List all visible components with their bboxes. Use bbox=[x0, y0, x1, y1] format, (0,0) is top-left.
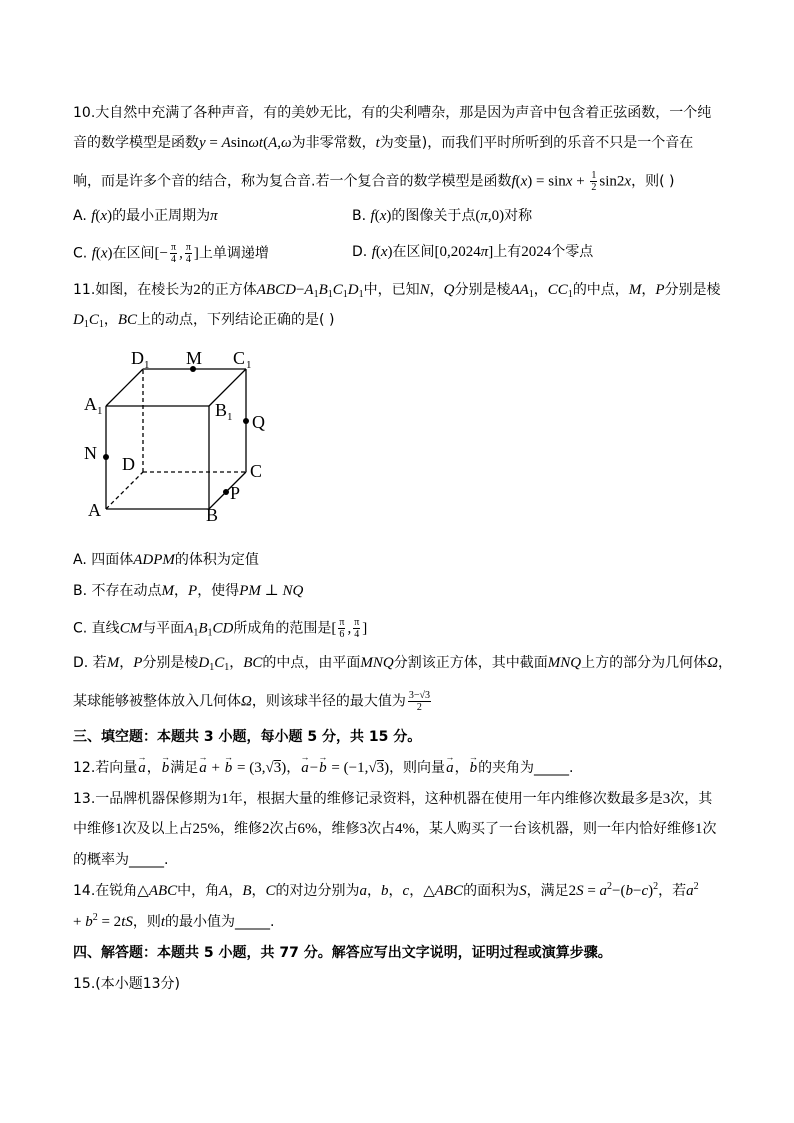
math-symbol: [0,2024 bbox=[434, 244, 481, 260]
subscript: 1 bbox=[193, 627, 199, 639]
q13-stem-line-3 bbox=[73, 850, 168, 870]
math-variable: A bbox=[268, 135, 278, 151]
math-symbol: ( bbox=[515, 173, 521, 190]
q12-stem-line-1 bbox=[73, 758, 574, 778]
fraction bbox=[185, 242, 192, 265]
math-variable: Ω bbox=[707, 655, 718, 671]
subscript: 1 bbox=[528, 289, 534, 300]
vertex-label-B1: B bbox=[215, 400, 228, 420]
math-variable: S bbox=[576, 883, 584, 899]
q11-option-c bbox=[73, 617, 367, 640]
math-variable: NQ bbox=[282, 583, 304, 599]
point-label-P: P bbox=[230, 483, 241, 503]
text-run: 音的数学模型是函数 bbox=[73, 135, 199, 151]
math-symbol: sin2 bbox=[599, 173, 625, 190]
text-run: 满足 bbox=[170, 760, 199, 776]
text-run: 中，已知 bbox=[363, 282, 420, 298]
point-N-dot bbox=[103, 454, 109, 460]
math-variable: C bbox=[332, 282, 343, 298]
math-variable: x bbox=[520, 173, 528, 190]
fraction-denominator: 6 bbox=[339, 629, 345, 640]
text-run: ， bbox=[533, 282, 548, 298]
vertex-label-A1: A bbox=[84, 394, 97, 414]
q10-option-b bbox=[352, 206, 532, 226]
math-variable: b bbox=[85, 914, 93, 930]
math-symbol: ] bbox=[488, 244, 494, 260]
math-variable: ABC bbox=[148, 883, 178, 899]
subscript: 1 bbox=[313, 289, 319, 300]
text-run: 15.(本小题13分) bbox=[73, 976, 181, 992]
math-variable: S bbox=[519, 883, 527, 899]
math-variable: ABC bbox=[434, 883, 464, 899]
cube-edges bbox=[106, 369, 246, 509]
text-run: ， bbox=[174, 583, 189, 599]
vector-symbol: a → bbox=[300, 760, 310, 776]
text-run: 中维修 bbox=[73, 821, 115, 837]
text-run: 次占 bbox=[367, 821, 395, 837]
math-symbol: 1 bbox=[695, 821, 703, 837]
radicand: 3 bbox=[376, 760, 385, 776]
text-run: 为非零常数， bbox=[291, 135, 376, 151]
vector-symbol: a → bbox=[198, 760, 208, 776]
math-variable: x bbox=[379, 208, 387, 224]
math-variable: f bbox=[511, 173, 516, 190]
subscript: 1 bbox=[327, 289, 333, 300]
math-symbol: ⊥ bbox=[260, 583, 283, 599]
math-symbol: − bbox=[295, 282, 305, 298]
math-symbol: , bbox=[277, 135, 282, 151]
q10-stem-line-2 bbox=[73, 133, 693, 153]
fraction bbox=[353, 617, 360, 640]
text-run: ， bbox=[388, 883, 403, 899]
fraction-denominator: 4 bbox=[354, 629, 360, 640]
vertex-label-C: C bbox=[250, 461, 263, 481]
math-variable: B bbox=[318, 282, 328, 298]
text-run: 在区间 bbox=[112, 245, 155, 262]
math-symbol: = (3, bbox=[233, 760, 266, 776]
vertex-label-D1-subscript: 1 bbox=[144, 359, 150, 371]
text-run: 与平面 bbox=[142, 620, 185, 637]
math-symbol: ( bbox=[95, 245, 101, 262]
point-label-Q: Q bbox=[252, 412, 265, 432]
q10-option-d bbox=[352, 242, 593, 262]
cube-figure bbox=[80, 340, 280, 530]
math-symbol: 1 bbox=[221, 791, 229, 807]
math-symbol: ) bbox=[384, 760, 390, 776]
text-run: 分别是棱 bbox=[664, 282, 721, 298]
math-variable: N bbox=[419, 282, 430, 298]
math-variable: A bbox=[184, 620, 194, 637]
subscript: 1 bbox=[98, 319, 104, 330]
math-variable: c bbox=[641, 883, 649, 899]
fraction-numerator: 3−√3 bbox=[408, 690, 430, 701]
text-run: 13.一品牌机器保修期为 bbox=[73, 791, 222, 807]
math-variable: B bbox=[242, 883, 252, 899]
fraction bbox=[590, 170, 597, 193]
q11-stem-line-2 bbox=[73, 310, 334, 330]
vector-symbol: b → bbox=[469, 760, 479, 776]
q13-stem-line-2 bbox=[73, 819, 717, 839]
math-variable: x bbox=[100, 245, 108, 262]
math-symbol: , bbox=[179, 245, 183, 262]
q11-stem-line-1 bbox=[73, 280, 720, 300]
math-variable: ADPM bbox=[133, 552, 175, 568]
math-symbol: − bbox=[309, 760, 319, 776]
text-run: ，某人购买了一台该机器，则一年内恰好维修 bbox=[415, 821, 695, 837]
math-variable: M bbox=[628, 282, 642, 298]
text-run: ，则该球半径的最大值为 bbox=[251, 693, 406, 710]
point-P-dot bbox=[223, 489, 229, 495]
superscript: 2 bbox=[607, 881, 613, 892]
vertex-label-B: B bbox=[206, 505, 219, 525]
math-variable: D bbox=[198, 655, 210, 671]
q11-option-d-line-1 bbox=[73, 653, 732, 673]
text-run: 在区间 bbox=[392, 244, 435, 260]
text-run: 的图像关于点 bbox=[391, 208, 476, 224]
math-variable: AA bbox=[510, 282, 529, 298]
q11-option-d-line-2 bbox=[73, 690, 433, 713]
math-symbol: 2024 bbox=[521, 244, 552, 260]
math-variable: B bbox=[198, 620, 208, 637]
text-run: ，维修 bbox=[220, 821, 262, 837]
text-run: 的正方体 bbox=[200, 282, 257, 298]
math-symbol: 4% bbox=[395, 821, 415, 837]
math-variable: BC bbox=[117, 312, 138, 328]
text-run: 11.如图，在棱长为 bbox=[73, 282, 194, 298]
fraction-numerator: π bbox=[171, 242, 177, 253]
text-run: ， bbox=[641, 282, 656, 298]
math-symbol: [ bbox=[331, 620, 337, 637]
fraction bbox=[170, 242, 177, 265]
vector-symbol: a → bbox=[445, 760, 455, 776]
text-run: 的体积为定值 bbox=[174, 552, 259, 568]
q10-stem-line-1 bbox=[73, 103, 711, 123]
math-variable: t bbox=[375, 135, 380, 151]
text-run: ， bbox=[103, 312, 118, 328]
math-variable: ABCD bbox=[256, 282, 296, 298]
vertex-label-D: D bbox=[122, 454, 135, 474]
math-variable: D bbox=[347, 282, 359, 298]
math-variable: tS bbox=[121, 914, 133, 930]
math-symbol: 2 bbox=[193, 282, 201, 298]
vertex-label-B1-subscript: 1 bbox=[227, 411, 233, 423]
math-symbol: ( bbox=[263, 135, 269, 151]
text-run: 个零点 bbox=[551, 244, 594, 260]
math-variable: a bbox=[359, 883, 368, 899]
vertex-label-C1-subscript: 1 bbox=[246, 359, 252, 371]
text-run: ， bbox=[717, 655, 732, 671]
math-symbol: 3 bbox=[662, 791, 671, 807]
text-run: ， bbox=[251, 883, 266, 899]
math-symbol: [− bbox=[154, 245, 168, 262]
superscript: 2 bbox=[92, 912, 98, 923]
math-variable: ω bbox=[281, 135, 292, 151]
math-variable: b bbox=[381, 883, 389, 899]
radicand: 3 bbox=[273, 760, 282, 776]
math-variable: a bbox=[599, 883, 608, 899]
math-symbol: ] bbox=[362, 620, 368, 637]
text-run: ， bbox=[367, 883, 382, 899]
text-run: 的对边分别为 bbox=[275, 883, 360, 899]
text-run: 的面积为 bbox=[463, 883, 520, 899]
text-run: 分别是棱 bbox=[142, 655, 199, 671]
text-run: 的中点，由平面 bbox=[262, 655, 361, 671]
fraction-numerator: π bbox=[339, 617, 345, 628]
text-run: ，则( ) bbox=[631, 173, 675, 190]
text-run: ，使得 bbox=[197, 583, 240, 599]
text-run: ，维修 bbox=[317, 821, 360, 837]
point-label-N: N bbox=[84, 443, 97, 463]
math-symbol: ] bbox=[193, 245, 199, 262]
text-run: 的最小正周期为 bbox=[112, 208, 211, 224]
text-run: 的中点， bbox=[572, 282, 629, 298]
math-symbol: ( bbox=[374, 208, 380, 224]
vector-symbol: b → bbox=[224, 760, 234, 776]
text-run: ， bbox=[286, 760, 301, 776]
math-symbol: √ bbox=[265, 760, 274, 776]
q15-stem-line-1 bbox=[73, 974, 180, 994]
q10-option-a bbox=[73, 206, 218, 226]
text-run: C. bbox=[73, 245, 92, 262]
fraction-numerator: π bbox=[354, 617, 360, 628]
math-variable: MNQ bbox=[360, 655, 394, 671]
text-run: ， bbox=[146, 760, 161, 776]
math-variable: a bbox=[686, 883, 694, 899]
section-3-heading bbox=[73, 727, 421, 747]
text-run: 10.大自然中充满了各种声音，有的美妙无比，有的尖利嘈杂，那是因为声音中包含着正弦函数，一个纯 bbox=[73, 105, 712, 121]
math-symbol: − bbox=[633, 883, 642, 899]
text-run: 分别是棱 bbox=[454, 282, 511, 298]
vector-symbol: a → bbox=[137, 760, 147, 776]
text-run: 所成角的范围是 bbox=[233, 620, 332, 637]
math-symbol: = bbox=[583, 883, 600, 899]
math-variable: CC bbox=[547, 282, 568, 298]
math-variable: P bbox=[133, 655, 143, 671]
text-run: ，则向量 bbox=[389, 760, 446, 776]
math-symbol: √ bbox=[368, 760, 377, 776]
point-label-M: M bbox=[186, 348, 203, 368]
math-symbol: △ bbox=[423, 883, 435, 899]
fraction-denominator: 4 bbox=[185, 254, 191, 265]
text-run: 三、填空题：本题共 3 小题，每小题 5 分，共 15 分。 bbox=[73, 729, 422, 745]
vector-symbol: b → bbox=[318, 760, 328, 776]
q11-option-a bbox=[73, 550, 259, 570]
math-variable: C bbox=[214, 655, 225, 671]
text-run: ， bbox=[229, 655, 244, 671]
math-variable: y bbox=[199, 135, 206, 151]
math-variable: f bbox=[370, 208, 375, 224]
subscript: 1 bbox=[83, 319, 89, 330]
q14-stem-line-1 bbox=[73, 881, 699, 901]
math-variable: π bbox=[210, 208, 218, 224]
fraction bbox=[408, 690, 431, 713]
text-run: D. bbox=[352, 244, 372, 260]
math-symbol: ) bbox=[648, 883, 654, 899]
math-symbol: ) bbox=[107, 208, 113, 224]
text-run: C. 直线 bbox=[73, 620, 120, 637]
text-run: 上单调递增 bbox=[198, 245, 269, 262]
math-symbol: 3 bbox=[359, 821, 367, 837]
text-run: 次，其 bbox=[670, 791, 713, 807]
math-variable: f bbox=[371, 244, 376, 260]
subscript: 1 bbox=[567, 289, 573, 300]
text-run: 次及以上占 bbox=[122, 821, 193, 837]
text-run: B. bbox=[352, 208, 371, 224]
math-symbol: △ bbox=[137, 883, 149, 899]
math-symbol: ) bbox=[281, 760, 287, 776]
section-4-heading bbox=[73, 943, 612, 963]
math-symbol: ( bbox=[475, 208, 481, 224]
math-symbol: −( bbox=[612, 883, 626, 899]
superscript: 2 bbox=[693, 881, 699, 892]
math-symbol: ( bbox=[95, 208, 101, 224]
math-variable: x bbox=[624, 173, 632, 190]
math-variable: f bbox=[91, 208, 96, 224]
text-run: A. bbox=[73, 208, 92, 224]
math-variable: M bbox=[161, 583, 175, 599]
math-variable: π bbox=[480, 208, 488, 224]
text-run: 某球能够被整体放入几何体 bbox=[73, 693, 241, 710]
math-symbol: , bbox=[347, 620, 352, 637]
math-symbol: 2 bbox=[568, 883, 577, 899]
vertex-label-D1: D bbox=[131, 348, 144, 368]
fraction-denominator: 2 bbox=[591, 182, 597, 193]
math-variable: f bbox=[91, 245, 96, 262]
fraction-numerator: 1 bbox=[591, 170, 597, 181]
math-symbol: ) = sin bbox=[527, 173, 566, 190]
math-variable: CD bbox=[212, 620, 234, 637]
vertex-label-A1-subscript: 1 bbox=[97, 405, 103, 417]
text-run: 的夹角为_____. bbox=[478, 760, 574, 776]
math-variable: A bbox=[219, 883, 229, 899]
text-run: 上的动点，下列结论正确的是( ) bbox=[137, 312, 335, 328]
math-symbol: ) bbox=[386, 208, 392, 224]
math-symbol: ,0) bbox=[487, 208, 505, 224]
fraction bbox=[338, 617, 345, 640]
text-run: 次 bbox=[702, 821, 717, 837]
text-run: 对称 bbox=[504, 208, 533, 224]
math-symbol: 25% bbox=[192, 821, 220, 837]
text-run: ，则 bbox=[132, 914, 161, 930]
math-variable: b bbox=[625, 883, 634, 899]
edge-A1-D1 bbox=[106, 369, 143, 406]
superscript: 2 bbox=[653, 881, 659, 892]
text-run: ， bbox=[454, 760, 469, 776]
q11-option-b bbox=[73, 581, 303, 601]
text-run: B. 不存在动点 bbox=[73, 583, 162, 599]
math-variable: x bbox=[565, 173, 573, 190]
math-variable: C bbox=[265, 883, 276, 899]
text-run: 上有 bbox=[493, 244, 522, 260]
text-run: A. 四面体 bbox=[73, 552, 134, 568]
fraction-denominator: 4 bbox=[171, 254, 177, 265]
vector-symbol: b → bbox=[161, 760, 171, 776]
text-run: 中，角 bbox=[177, 883, 220, 899]
math-symbol: + bbox=[207, 760, 224, 776]
text-run: 四、解答题：本题共 5 小题，共 77 分。解答应写出文字说明，证明过程或演算步骤。 bbox=[73, 945, 612, 961]
subscript: 1 bbox=[224, 662, 230, 673]
fraction-denominator: 2 bbox=[416, 702, 422, 713]
subscript: 1 bbox=[207, 627, 213, 639]
text-run: ， bbox=[409, 883, 424, 899]
vertex-label-A: A bbox=[88, 500, 101, 520]
math-variable: MNQ bbox=[547, 655, 582, 671]
math-symbol: = 2 bbox=[97, 914, 122, 930]
math-symbol: 6% bbox=[297, 821, 318, 837]
fraction-numerator: π bbox=[185, 242, 191, 253]
math-symbol: ) bbox=[387, 244, 393, 260]
subscript: 1 bbox=[358, 289, 364, 300]
text-run: 分割该正方体，其中截面 bbox=[393, 655, 548, 671]
math-variable: c bbox=[402, 883, 410, 899]
subscript: 1 bbox=[342, 289, 348, 300]
vertex-label-C1: C bbox=[233, 348, 246, 368]
text-run: 12.若向量 bbox=[73, 760, 138, 776]
q10-stem-line-3 bbox=[73, 170, 674, 193]
text-run: 上方的部分为几何体 bbox=[581, 655, 708, 671]
text-run: D. 若 bbox=[73, 655, 107, 671]
text-run: 14.在锐角 bbox=[73, 883, 138, 899]
math-symbol: ) bbox=[107, 245, 113, 262]
math-symbol: = bbox=[205, 135, 222, 151]
math-variable: t bbox=[160, 914, 166, 930]
math-symbol: 2 bbox=[262, 821, 270, 837]
math-variable: CM bbox=[119, 620, 143, 637]
text-run: ， bbox=[228, 883, 243, 899]
math-symbol: = (−1, bbox=[327, 760, 369, 776]
text-run: 年，根据大量的维修记录资料，这种机器在使用一年内维修次数最多是 bbox=[228, 791, 663, 807]
text-run: 的概率为_____. bbox=[73, 852, 169, 868]
math-variable: PM bbox=[239, 583, 261, 599]
q10-option-c bbox=[73, 242, 269, 265]
math-variable: P bbox=[655, 282, 665, 298]
math-variable: D bbox=[73, 312, 84, 328]
q13-stem-line-1 bbox=[73, 789, 712, 809]
math-symbol: + bbox=[73, 914, 86, 930]
text-run: ，满足 bbox=[526, 883, 569, 899]
text-run: 为变量)，而我们平时所听到的乐音不只是一个音在 bbox=[379, 135, 694, 151]
math-variable: π bbox=[480, 244, 489, 260]
math-variable: x bbox=[100, 208, 108, 224]
math-variable: C bbox=[88, 312, 99, 328]
text-run: 次占 bbox=[269, 821, 298, 837]
math-symbol: sin bbox=[230, 135, 249, 151]
text-run: ，若 bbox=[658, 883, 687, 899]
math-variable: BC bbox=[243, 655, 263, 671]
math-variable: x bbox=[380, 244, 388, 260]
math-symbol: 1 bbox=[115, 821, 123, 837]
text-run: 的最小值为_____. bbox=[165, 914, 275, 930]
math-variable: M bbox=[106, 655, 120, 671]
subscript: 1 bbox=[209, 662, 215, 673]
hidden-edge-A-D bbox=[106, 472, 143, 509]
math-variable: Ω bbox=[241, 693, 252, 710]
math-variable: A bbox=[304, 282, 314, 298]
point-Q-dot bbox=[243, 418, 249, 424]
math-variable: ωt bbox=[248, 135, 264, 151]
math-variable: P bbox=[188, 583, 198, 599]
math-symbol: ( bbox=[375, 244, 381, 260]
math-variable: A bbox=[221, 135, 231, 151]
text-run: ， bbox=[429, 282, 444, 298]
text-run: 响，而是许多个音的结合，称为复合音.若一个复合音的数学模型是函数 bbox=[73, 173, 512, 190]
math-variable: Q bbox=[443, 282, 455, 298]
q14-stem-line-2 bbox=[73, 912, 274, 932]
text-run: ， bbox=[119, 655, 134, 671]
math-symbol: + bbox=[572, 173, 589, 190]
